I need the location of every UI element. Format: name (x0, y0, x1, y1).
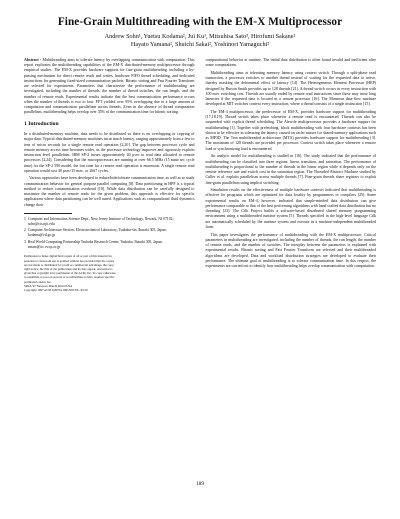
permission-line: are not made or distributed for profit or commercial advantage, the copy- (24, 262, 115, 267)
footnote-text: Computer and Information Science Dept., New Jersey Institute of Technology, Newark, NJ 07102; sohn@cis.njit.edu (28, 216, 174, 226)
footnote-number: 3 (24, 239, 26, 244)
footnote (24, 228, 195, 238)
paragraph: The EM-4 multiprocessor, the predecessor of EM-X, provides hardware support for multithreading [17,18,19]. Thread switch takes place whenever a remote read is encountered. Threads can also be suspended with explicit thread scheduling. The Alewife multiprocessor provides a hardware support for multithreading [1]. Together with prefetching, block multithreading with four hardware contexts has been shown to be effective in tolerating the latency caused on cache misses for shared-memory applications such as MP3D. The Tera multithreaded architecture (MTA) provides hardware support for multithreading [3]. The maximum of 128 threads are provided per processor. Context switch takes place whenever a remote load or synchronizing load is encountered. (205, 108, 376, 151)
paragraph: An analytic model for multithreading is studied in [16]. The study indicated that the performance of multithreading can be classified into three regions: linear, transition, and saturation. The performance of multithreading is proportional to the number of threads in the linear region while it depends only on the remote reference rate and switch cost in the saturation region. The Threaded Abstract Machine studied by Culler et al. exploits parallelism across multiple threads [7]. Fine-grain threads share registers to exploit fine-grain parallelism using implicit switching. (205, 153, 376, 185)
paragraph: Multithreading aims at tolerating memory latency using context switch. Through a split-phase read transaction, a processor switches to another thread instead of waiting for the requested data to arrive, thereby masking the detrimental effect of latency [14]. The Heterogeneous Element Processor (HEP) designed by Burton Smith provides up to 128 threads [21]. A thread switch occurs in every instruction with 100 nsec switching cost. Threads are usually ended by remote read instructions since those may incur long latencies if the requested data is located in a remote processor [16]. The Monsoon data-flow machine developed at MIT switches context every instruction, where a thread consists of a single instruction [15]. (205, 69, 376, 107)
paragraph: Various approaches have been developed to reduce/hide/tolerate communication time, as well as to study communication behavior for general purpose parallel computing [8]. Data partitioning in HPF is a typical method to reduce communication overhead [10]. While data distribution can be carefully designed to maximize the number of remote reads for the given problem, this approach is effective for specific applications where data partitioning can be well tuned. Applications such as computational fluid dynamics change their (24, 175, 195, 207)
paragraph: computational behavior at runtime. The initial data distribution is often found invalid and inefficient after some computations. (205, 56, 376, 68)
paragraph: In a distributed-memory machine, data needs to be distributed so there is no overlapping or copying of major data. Typical distributed-memory machines incur much latency, ranging approximately from a few to tens of micro seconds for a single remote read operation [2,20]. The gap between processor cycle and remote memory access time becomes wider, as the processor technology improves and rigorously exploits instruction level parallelism. IBM SP-2 incurs approximately 40 μsec to read data allocated to remote processors [2,24]. Considering that the microprocessors are running at over 66.5 MHz (15 nano sec cycle time) for the SP-2 590 model, the lost time for a remote read operation is enormous. A single remote read operation would cost 40 μsec/15 nsec, or 2667 cycles. (24, 131, 195, 173)
permission-line: given that copyright is by permission of the ACM, Inc. To copy otherwise, (24, 271, 117, 276)
permission-line: Permission to make digital/hard copies of all or part of this material for (24, 254, 113, 259)
permission-line: SPAA '97 Newport, Rhode Island USA (24, 283, 73, 288)
permission-line: to republish, to post on servers or to redistribute to lists, requires specific (24, 275, 115, 280)
author-list (24, 33, 376, 49)
abstract-label: Abstract - (24, 56, 42, 62)
paragraph: This paper investigates the performance of multithreading with the EM-X multiprocessor. Critical parameters in multithreading are investigated, including the number of threads, the run length, the number of remote reads, and the number of switches. The interplay between the parameters is explained with experimental results. Bitonic sorting and Fast Fourier Transform are selected and their multithreaded algorithms are developed. Data and workload distribution strategies are developed to evaluate their performance. The ultimate goal of multithreading is to tolerate communication time. In this respect, the experiments are carried out to identify how multithreading helps overlap communication with computation. (205, 231, 376, 269)
right-column (206, 57, 377, 292)
paragraph: Simulation results on the effectiveness of multiple hardware contexts indicated that multithreading is effective for programs which are optimized for data locality by programmers or compilers [25]. Some experimental results on EM-4, however, indicated that simple-minded data distribution can give performance comparable to that of the best performing algorithms with hand crafted data distribution but no threading [23]. The Cilk Project builds a software-based distributed shared memory programming environment using a multithreaded runtime system [5]. Threads specified in the high-level language Cilk are automatically scheduled by the runtime system and execute in a machine-independent multithreaded form. (205, 187, 376, 229)
paper-title: Fine-Grain Multithreading with the EM-X Multiprocessor (57, 16, 343, 28)
footnote (24, 240, 195, 250)
permission-notice (24, 254, 195, 292)
footnote-text: Computer Architecture Section, Electrotechnical Laboratory, Tsukuba-shi, Ibaraki 305, Japan; kodama@etl.go.jp (28, 228, 167, 238)
footnote-number: 2 (24, 228, 26, 233)
author-line: Hayato Yamana², Shuichi Sakai², Yoshinori Yamaguchi² (130, 40, 270, 48)
footnote-rule (24, 213, 72, 214)
section-heading: 1 Introduction (24, 120, 59, 127)
page-number: 189 (195, 481, 205, 487)
footnote-number: 1 (24, 216, 26, 221)
permission-line: personal or classroom use is granted without fee provided that the copies (24, 258, 115, 263)
left-column (24, 57, 195, 292)
footnote-text: Real World Computing Partnership Tsukuba Research Center, Tsukuba, Ibaraki 305, Japan; msato@trc.rwcp.or.jp (28, 239, 163, 249)
permission-line: Copyright 1997 ACM 0-89791-890-8/97/06 ..$3.50 (24, 288, 88, 293)
abstract-text: Multithreading aims to tolerate latency by overlapping communication with computation. This report explicates the multithreading capabilities of the EM-X distributed-memory multiprocessor through empirical studies. The EM-X provides hardware supports for fine-grain multithreading, including a by-passing mechanism for direct remote reads and writes, hardware FIFO thread scheduling, and dedicated instructions for generating fixed-sized communication packets. Bitonic sorting and Fast Fourier Transform are selected for experiments. Parameters that characterize the performance of multithreading are investigated, including the number of threads, the number of thread switches, the run length, and the number of remote reads. Experimental results indicate that the best communication performance occurs when the number of threads is two to four. FFT yielded over 95% overlapping due to a large amount of computation and communication parallelism across threads. Even in the absence of thread computation parallelism, multithreading helps overlap over 35% of the communication time for bitonic sorting. (24, 56, 195, 115)
permission-line: right notice, the title of the publication and its date appear, and notice is (24, 267, 113, 272)
permission-line: permission and/or fee. (24, 279, 52, 284)
footnote (24, 217, 195, 227)
author-line: Andrew Sohn¹, Yuetsu Kodama², Jui Ku¹, Mitsuhisa Sato³, Hirofumi Sakane² (104, 33, 296, 40)
abstract (24, 57, 195, 115)
body-columns (24, 57, 376, 292)
